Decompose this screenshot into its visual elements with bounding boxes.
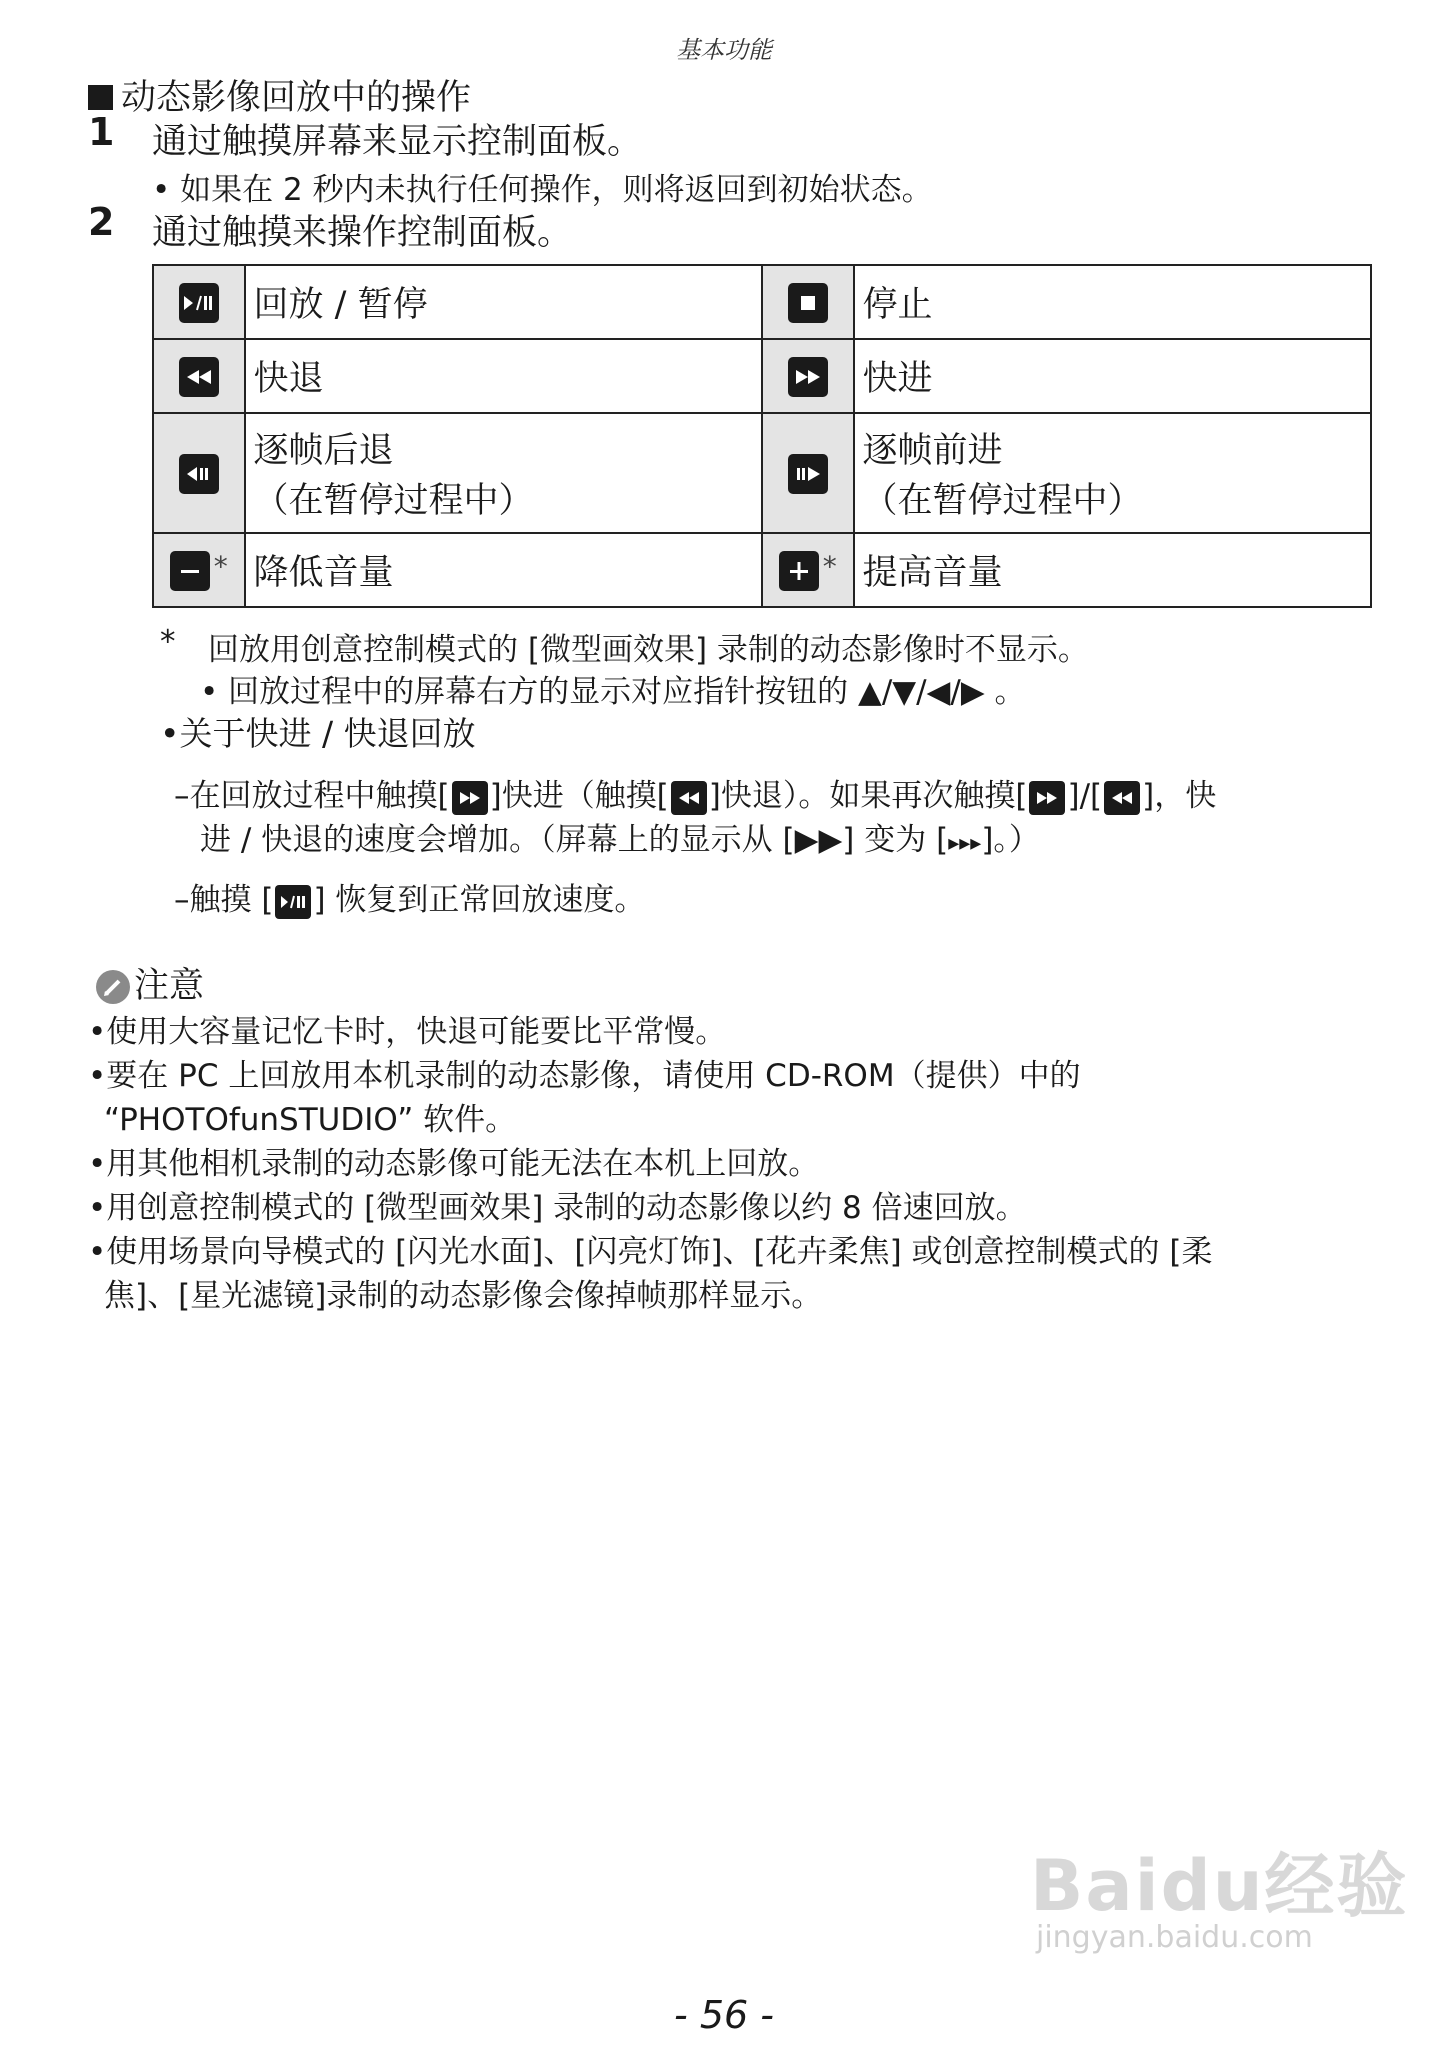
step-2 (88, 200, 114, 244)
ff-line-2: 进 / 快退的速度会增加。（屏幕上的显示从 [▶▶] 变为 [▸▸▸]。） (200, 822, 1040, 858)
fast-forward-icon (1029, 781, 1065, 815)
asterisk-mark: * (213, 549, 228, 583)
rewind-icon (179, 357, 219, 397)
section-title: 动态影像回放中的操作 (88, 70, 471, 120)
rewind-icon (1104, 781, 1140, 815)
frame-forward-icon (788, 454, 828, 494)
icon-cell (762, 533, 854, 607)
step-number: 2 (88, 200, 115, 244)
table-row (153, 533, 1371, 607)
frame-back-icon (179, 454, 219, 494)
rewind-icon (671, 781, 707, 815)
play-pause-icon (179, 283, 219, 323)
frame-back-label (245, 413, 762, 533)
frame-forward-label (854, 413, 1371, 533)
note-item: •使用场景向导模式的 [闪光水面]、[闪亮灯饰]、[花卉柔焦] 或创意控制模式的 [柔 (88, 1234, 1213, 1270)
frame-back-line1: 逐帧后退 (253, 431, 394, 471)
ff-line-1: –在回放过程中触摸[ ]快进（触摸[ ]快退）。如果再次触摸[ ]/[ ]，快 (174, 778, 1217, 814)
table-row (153, 265, 1371, 339)
icon-cell (762, 413, 854, 533)
square-bullet-icon (88, 85, 113, 110)
frame-forward-line1: 逐帧前进 (862, 431, 1003, 471)
table-row (153, 413, 1371, 533)
icon-cell (153, 339, 245, 413)
volume-up-label: 提高音量 (854, 533, 1371, 607)
minus-icon (170, 551, 210, 591)
note-item: •要在 PC 上回放用本机录制的动态影像，请使用 CD-ROM（提供）中的 (88, 1058, 1081, 1094)
watermark-url: jingyan.baidu.com (1036, 1920, 1313, 1955)
stop-label: 停止 (854, 265, 1371, 339)
icon-cell (762, 339, 854, 413)
icon-cell (153, 533, 245, 607)
note-heading: 注意 (96, 958, 204, 1008)
icon-cell (762, 265, 854, 339)
step-2-text: 通过触摸来操作控制面板。 (152, 213, 573, 253)
step-number: 1 (88, 110, 115, 154)
page-number: - 56 - (674, 1993, 774, 2037)
fast-forward-label: 快进 (854, 339, 1371, 413)
control-panel-table (152, 264, 1372, 608)
ff-section-title: •关于快进 / 快退回放 (160, 714, 476, 753)
icon-cell (153, 265, 245, 339)
note-item: •用创意控制模式的 [微型画效果] 录制的动态影像以约 8 倍速回放。 (88, 1190, 1027, 1226)
step-1 (88, 110, 114, 154)
plus-icon (779, 551, 819, 591)
fast-forward-icon (452, 781, 488, 815)
rewind-label: 快退 (245, 339, 762, 413)
watermark-logo: Baidu经验 (1030, 1845, 1409, 1927)
step-1-text: 通过触摸屏幕来显示控制面板。 (152, 122, 643, 162)
table-row (153, 339, 1371, 413)
footnote-sub: • 回放过程中的屏幕右方的显示对应指针按钮的 ▲/▼/◀/▶ 。 (200, 674, 1026, 710)
ff-line-3: –触摸 [ ] 恢复到正常回放速度。 (174, 882, 646, 918)
note-item: •用其他相机录制的动态影像可能无法在本机上回放。 (88, 1146, 820, 1182)
fast-forward-icon (788, 357, 828, 397)
frame-back-line2: （在暂停过程中） (253, 481, 534, 521)
page-header: 基本功能 (676, 36, 772, 64)
triple-arrow-symbol: ▸▸▸ (948, 831, 982, 856)
stop-icon (788, 283, 828, 323)
pencil-icon (96, 970, 130, 1004)
note-item: •使用大容量记忆卡时，快退可能要比平常慢。 (88, 1014, 727, 1050)
footnote-mark: * (160, 624, 176, 660)
volume-down-label: 降低音量 (245, 533, 762, 607)
frame-forward-line2: （在暂停过程中） (862, 481, 1143, 521)
footnote-text: 回放用创意控制模式的 [微型画效果] 录制的动态影像时不显示。 (208, 632, 1089, 668)
play-pause-label: 回放 / 暂停 (245, 265, 762, 339)
icon-cell (153, 413, 245, 533)
note-item-cont: 焦]、[星光滤镜]录制的动态影像会像掉帧那样显示。 (104, 1278, 823, 1314)
note-item-cont: “PHOTOfunSTUDIO” 软件。 (104, 1102, 517, 1138)
asterisk-mark: * (822, 549, 837, 583)
play-pause-icon (275, 885, 311, 919)
step-1-bullet: • 如果在 2 秒内未执行任何操作，则将返回到初始状态。 (152, 172, 933, 208)
